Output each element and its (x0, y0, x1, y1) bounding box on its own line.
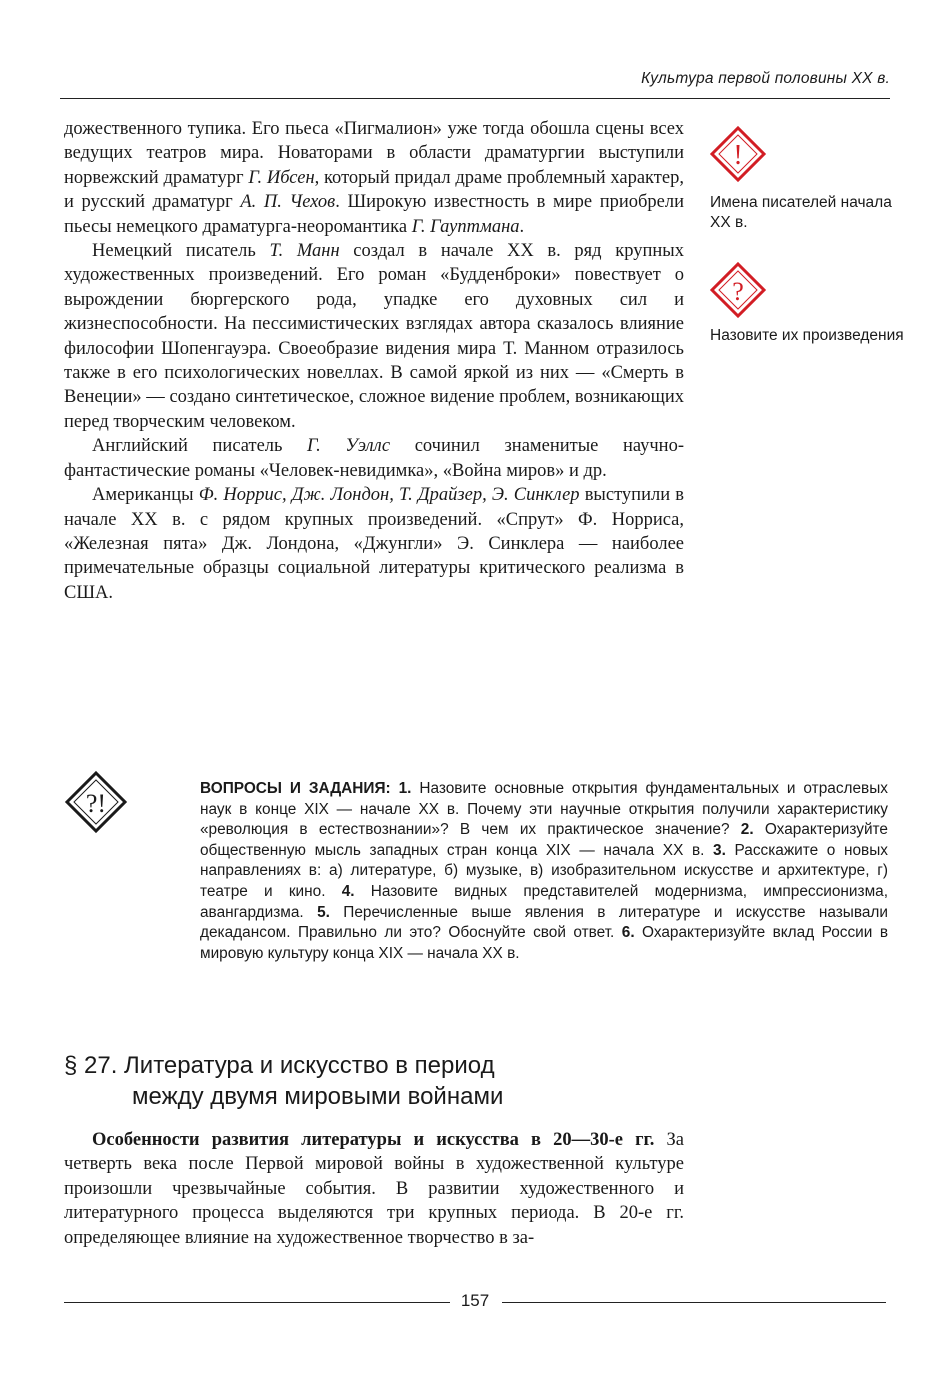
question-text: Охарактеризуйте общественную мысль западных стран конца XIX — начала XX в. (200, 821, 888, 859)
author-name: Г. Уэллс (307, 436, 391, 457)
paragraph-drama (64, 117, 684, 239)
questions-label: ВОПРОСЫ И ЗАДАНИЯ: (200, 780, 391, 797)
text-run: выступили в начале XX в. с рядом крупных произведений. «Спрут» Ф. Норриса, «Железная пята» Дж. Лондона, «Джунгли» Э. Синклера — наиболее примечательные образцы социальной литературы критического реализма в США. (64, 485, 684, 603)
paragraph-lead: Особенности развития литературы и искусства в 20—30-е гг. (92, 1130, 655, 1150)
section-title-line2: между двумя мировыми войнами (132, 1083, 504, 1110)
exclamation-diamond-icon (710, 126, 766, 182)
question-text: Охарактеризуйте вклад России в мировую культуру конца XIX — начала XX в. (200, 924, 889, 962)
paragraph-americans (64, 483, 684, 605)
question-text: Перечисленные выше явления в литературе и искусстве называли декадансом. Правильно ли это? Обоснуйте свой ответ. (200, 903, 888, 942)
header-rule (60, 98, 890, 99)
author-name: Т. Манн (269, 241, 340, 262)
question-text: Расскажите о новых направлениях в: а) литературе, б) музыке, в) изобразительном искусстве и архитектуре, г) театре и кино. (200, 841, 888, 900)
running-header: Культура первой половины XX в. (641, 70, 890, 87)
text-run: . Широкую известность в мире приобрели пьесы немецкого драматурга-неоромантика (64, 192, 685, 237)
questions-and-tasks (200, 779, 888, 964)
text-run: создал в начале XX в. ряд крупных художественных произведений. Его роман «Будденброки» повествует о вырождении бюргерского рода, упадке его духовных сил и жизнеспособности. На пессимистических взглядах автора сказалось влияние философии Шопенгауэра. Своеобразие видения мира Т. Манном отразилось также в его психологических новеллах. В самой яркой из них — «Смерть в Венеции» — создано синтетическое, сложное видение проблем, возникающих перед творческим человеком. (64, 241, 684, 432)
question-number: 5. (317, 903, 330, 921)
section-title (64, 1050, 764, 1112)
text-run: За четверть века после Первой мировой войны в художественной культуре произошли чрезвычайные события. В развитии художественного и литературного процесса выделяются три крупных периода. В 20-е гг. определяющее влияние на художественное творчество в за- (64, 1130, 684, 1248)
author-name: А. П. Чехов (240, 192, 336, 213)
paragraph-wells (64, 434, 684, 483)
margin-note-writers: Имена писателей начала XX в. (710, 194, 892, 231)
question-text: Назовите видных представителей модернизма, импрессионизма, авангардизма. (200, 882, 889, 921)
question-glyph: ? (732, 277, 744, 306)
question-number: 3. (713, 841, 726, 859)
body-text (64, 117, 684, 605)
question-text: Назовите основные открытия фундаментальных и отраслевых наук в конце XIX — начале XX в. Почему эти научные открытия получили характеристику «революция в естествознании»? В чем их практическое значение? (200, 780, 888, 839)
question-number: 4. (341, 882, 355, 900)
margin-note-works: Назовите их произведения (710, 327, 904, 344)
author-name: Г. Гауптмана (411, 216, 520, 237)
question-number: 6. (621, 924, 635, 942)
questions-diamond-icon (64, 770, 128, 834)
author-name: Г. Ибсен (248, 167, 315, 188)
text-run: . (519, 216, 525, 237)
text-run: дожественного тупика. Его пьеса «Пигмалион» уже тогда обошла сцены всех ведущих театров мира. Новаторами в области драматургии выступили норвежский драматург (64, 119, 684, 188)
paragraph-mann (64, 239, 684, 434)
section-title-line1: § 27. Литература и искусство в период (64, 1052, 495, 1079)
author-name: Ф. Норрис, Дж. Лондон, Т. Драйзер, Э. Синклер (198, 485, 580, 506)
page-number: 157 (460, 1291, 490, 1310)
text-run: Немецкий писатель (92, 241, 270, 262)
text-run: , который придал драме проблемный характер, и русский драматург (64, 167, 684, 213)
paragraph-section-intro (64, 1128, 684, 1250)
text-run: Американцы (92, 485, 199, 506)
text-run: Английский писатель (92, 436, 308, 457)
question-diamond-icon (710, 262, 766, 318)
text-run: сочинил знаменитые научно-фантастические романы «Человек-невидимка», «Война миров» и др. (64, 436, 684, 481)
questions-glyph: ?! (85, 789, 107, 818)
question-number: 1. (398, 780, 412, 797)
exclamation-glyph: ! (733, 140, 743, 171)
question-number: 2. (740, 821, 754, 839)
footer-rule-right (502, 1302, 886, 1303)
section-body-text (64, 1128, 684, 1250)
